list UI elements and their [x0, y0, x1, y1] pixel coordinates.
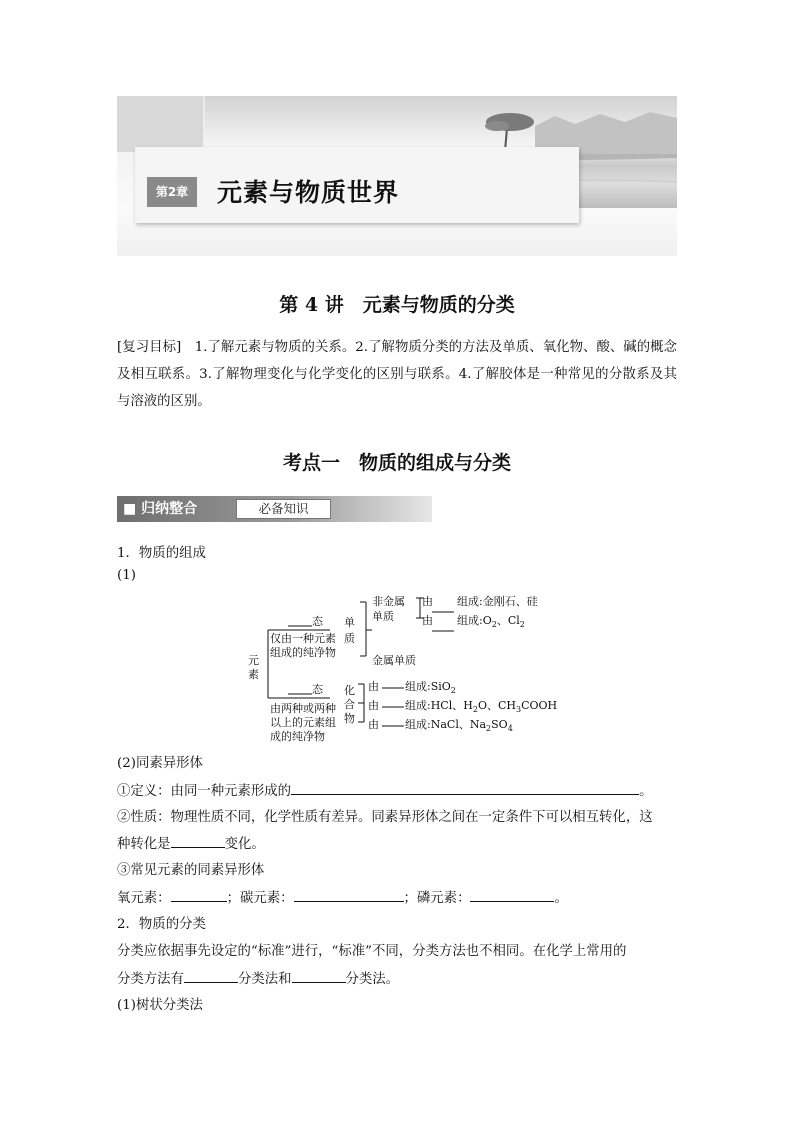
diagram-pure-compound-1: 由两种或两种: [270, 702, 336, 715]
diagram-danzhi-2: 质: [344, 632, 355, 645]
definition-line: ①定义：由同一种元素形成的 。: [117, 779, 652, 799]
section-title: 考点一 物质的组成与分类: [282, 452, 511, 474]
band-box-label: 必备知识: [236, 499, 331, 519]
diagram-huahewu-2: 合: [344, 698, 355, 711]
diagram-huahewu-1: 化: [344, 684, 355, 697]
diagram-yuansu-2: 素: [248, 668, 259, 681]
diagram-nonmetal-2: 单质: [372, 610, 394, 623]
chapter-title: 元素与物质世界: [217, 178, 400, 207]
phosphorus-blank[interactable]: [470, 886, 554, 902]
diagram-row-3: 由 组成:SiO$_2$: [368, 680, 456, 696]
oxygen-blank[interactable]: [171, 886, 227, 902]
property-line-2: 种转化是 变化。: [117, 832, 265, 852]
diagram-metal: 金属单质: [372, 654, 416, 667]
diagram-pure-compound-2: 以上的元素组: [270, 716, 336, 729]
diagram-yuansu-1: 元: [248, 654, 259, 667]
diagram-danzhi-1: 单: [344, 616, 355, 629]
lesson-title: 第 4 讲 元素与物质的分类: [279, 294, 515, 316]
item1-sub1: (1): [117, 568, 136, 583]
banner-left-block: [117, 96, 203, 152]
diagram-pure-compound-3: 成的纯净物: [270, 730, 325, 743]
diagram-row-2: 由 组成$:O_2$、$Cl_2$: [422, 614, 525, 630]
band-label: ■ 归纳整合: [123, 501, 198, 517]
diagram-tai-1: 态: [312, 615, 323, 628]
classification-blank-2[interactable]: [292, 967, 346, 983]
carbon-blank[interactable]: [294, 886, 404, 902]
item1-2-heading: (2)同素异形体: [117, 756, 203, 771]
review-goals: [复习目标] 1.了解元素与物质的关系。2.了解物质分类的方法及单质、氧化物、酸、碱的概念及相互联系。3.了解物理变化与化学变化的区别与联系。4.了解胶体是一种常见的分散系及其与溶液的区别。: [117, 340, 677, 409]
item2-heading: 2．物质的分类: [117, 917, 206, 932]
allotrope-examples-line: 氧元素： ；碳元素： ；磷元素： 。: [117, 886, 568, 906]
section-band: [117, 496, 432, 522]
diagram-pure-single-1: 仅由一种元素: [270, 632, 336, 645]
diagram-row-1: 由 组成:金刚石、硅: [422, 595, 538, 608]
composition-diagram: [240, 588, 560, 748]
chapter-tag: 第2章: [147, 177, 197, 207]
classification-blank-1[interactable]: [184, 967, 238, 983]
chapter-banner: [117, 96, 677, 256]
diagram-nonmetal-1: 非金属: [372, 595, 405, 608]
property-line-1: ②性质：物理性质不同，化学性质有差异。同素异形体之间在一定条件下可以相互转化，这: [117, 810, 653, 825]
diagram-pure-single-2: 组成的纯净物: [270, 646, 336, 659]
common-allotropes-heading: ③常见元素的同素异形体: [117, 863, 265, 878]
item1-heading: 1．物质的组成: [117, 546, 206, 561]
item2-line-1: 分类应依据事先设定的“标准”进行，“标准”不同，分类方法也不相同。在化学上常用的: [117, 944, 627, 959]
diagram-tai-2: 态: [312, 683, 323, 696]
diagram-huahewu-3: 物: [344, 712, 355, 725]
item2-line-2: 分类方法有 分类法和 分类法。: [117, 967, 399, 987]
change-type-blank[interactable]: [171, 832, 225, 848]
diagram-row-4: 由 组成:HCl、$H_2O$、$CH_3COOH$: [368, 699, 558, 715]
diagram-row-5: 由 组成:NaCl、$Na_2SO_4$: [368, 718, 513, 734]
definition-blank[interactable]: [291, 779, 639, 795]
item2-sub1: (1)树状分类法: [117, 998, 203, 1013]
